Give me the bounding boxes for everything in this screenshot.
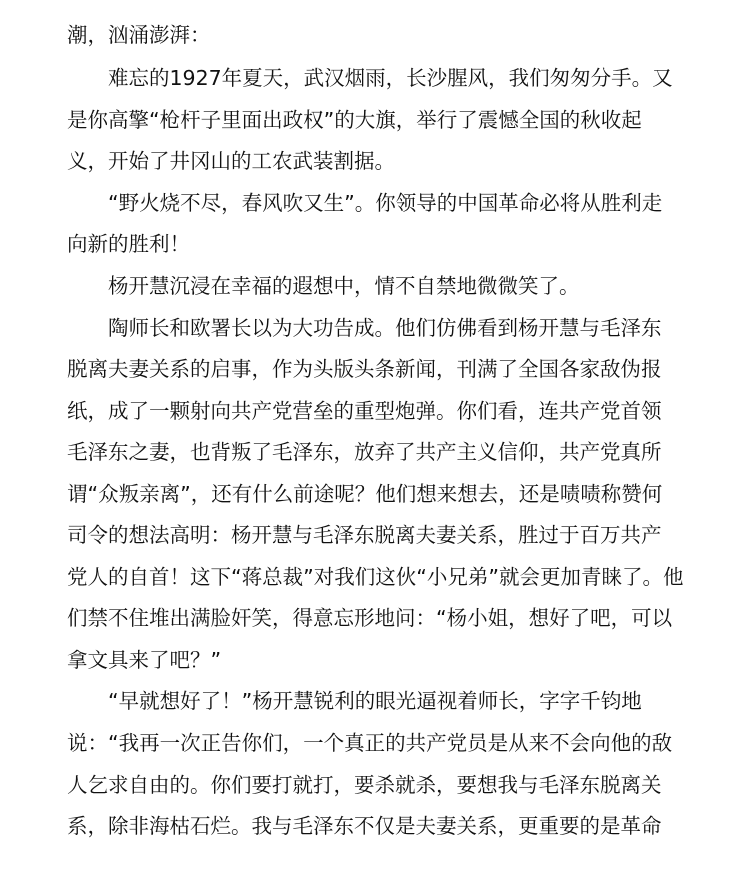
text-line: 们禁不住堆出满脸奸笑，得意忘形地问：“杨小姐，想好了吧，可以	[67, 606, 673, 630]
text-line: 司令的想法高明：杨开慧与毛泽东脱离夫妻关系，胜过于百万共产	[67, 523, 662, 547]
text-line: 杨开慧沉浸在幸福的遐想中，情不自禁地微微笑了。	[108, 274, 580, 298]
text-line: 党人的自首！这下“蒋总裁”对我们这伙“小兄弟”就会更加青睐了。他	[67, 565, 684, 589]
text-line: 脱离夫妻关系的启事，作为头版头条新闻，刊满了全国各家敌伪报	[67, 357, 662, 381]
text-line: 是你高擎“枪杆子里面出政权”的大旗，举行了震憾全国的秋收起	[67, 108, 642, 132]
text-line: 毛泽东之妻，也背叛了毛泽东，放弃了共产主义信仰，共产党真所	[67, 440, 662, 464]
text-line: “早就想好了！”杨开慧锐利的眼光逼视着师长，字字千钧地	[108, 689, 642, 713]
text-line: 纸，成了一颗射向共产党营垒的重型炮弹。你们看，连共产党首领	[67, 399, 662, 423]
text-line: 系，除非海枯石烂。我与毛泽东不仅是夫妻关系，更重要的是革命	[67, 814, 662, 838]
text-line: 难忘的1927年夏天，武汉烟雨，长沙腥风，我们匆匆分手。又	[108, 66, 673, 90]
text-line: 人乞求自由的。你们要打就打，要杀就杀，要想我与毛泽东脱离关	[67, 773, 662, 797]
text-line: 谓“众叛亲离”，还有什么前途呢？他们想来想去，还是啧啧称赞何	[67, 482, 663, 506]
text-line: 义，开始了井冈山的工农武装割据。	[67, 149, 395, 173]
text-line: 拿文具来了吧？”	[67, 648, 222, 672]
text-line: “野火烧不尽，春风吹又生”。你领导的中国革命必将从胜利走	[108, 191, 663, 215]
text-line: 说：“我再一次正告你们，一个真正的共产党员是从来不会向他的敌	[67, 731, 673, 755]
text-line: 向新的胜利！	[67, 232, 190, 256]
text-line: 潮，汹涌澎湃：	[67, 23, 211, 47]
text-line: 陶师长和欧署长以为大功告成。他们仿佛看到杨开慧与毛泽东	[108, 316, 662, 340]
